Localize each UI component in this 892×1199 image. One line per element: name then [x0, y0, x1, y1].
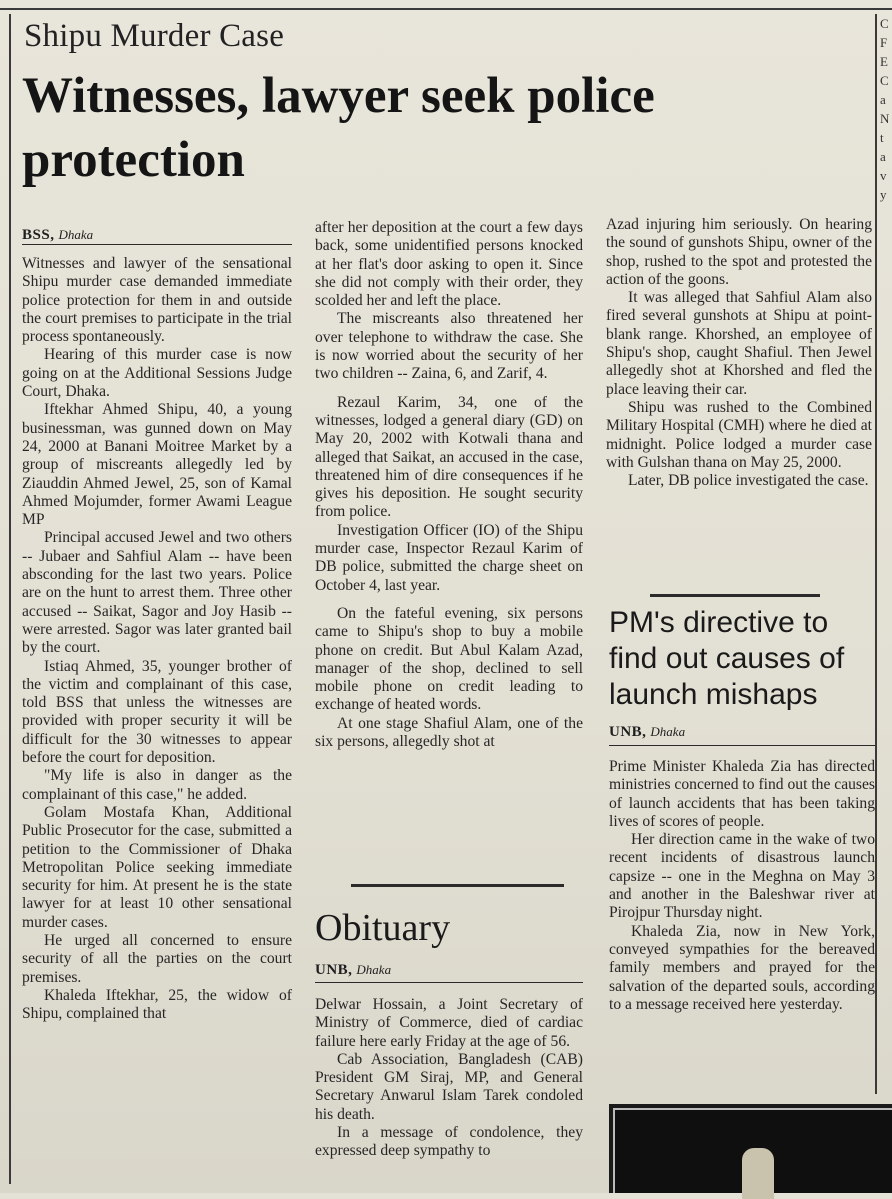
pm-story-byline	[609, 724, 685, 741]
adjacent-column-edge	[880, 14, 892, 334]
pm-story-column	[609, 758, 875, 1014]
paragraph: Khaleda Iftekhar, 25, the widow of Shipu, complained that	[22, 986, 292, 1023]
paragraph: Golam Mostafa Khan, Additional Public Prosecutor for the case, submitted a petition to the Commissioner of Dhaka Metropolitan Police seeking immediate security for him. At present he is the state lawyer for at least 10 other sensational murder cases.	[22, 803, 292, 931]
main-story-column-1	[22, 255, 292, 1023]
byline-place: Dhaka	[58, 227, 94, 242]
advertisement-box	[609, 1104, 892, 1193]
section-separator	[351, 884, 564, 887]
main-story-column-3	[606, 216, 872, 490]
paragraph: Investigation Officer (IO) of the Shipu murder case, Inspector Rezaul Karim of DB police, submitted the charge sheet on October 4, last year.	[315, 521, 583, 594]
paragraph: It was alleged that Sahfiul Alam also fired several gunshots at Shipu at point-blank range. Khorshed, an employee of Shipu's shop, caught Shafiul. Then Jewel allegedly shot at Khorshed and fled the place leaving their car.	[606, 289, 872, 398]
byline-rule	[22, 244, 292, 245]
paragraph: "My life is also in danger as the complainant of this case," he added.	[22, 767, 292, 803]
pm-directive-headline: PM's directive to find out causes of launch mishaps	[609, 606, 845, 711]
paragraph: Delwar Hossain, a Joint Secretary of Ministry of Commerce, died of cardiac failure here early Friday at the age of 56.	[315, 996, 583, 1050]
edge-letter: a	[880, 149, 886, 164]
edge-letter: t	[880, 130, 884, 145]
edge-letter: N	[880, 111, 890, 126]
story-kicker: Shipu Murder Case	[24, 18, 285, 54]
paragraph: Khaleda Zia, now in New York, conveyed sympathies for the bereaved family members and prayed for the salvation of the departed souls, according to a message received here yesterday.	[609, 922, 875, 1013]
lamp-icon	[742, 1148, 774, 1199]
edge-letter: C	[880, 16, 889, 31]
edge-letter: E	[880, 54, 888, 69]
paragraph: Rezaul Karim, 34, one of the witnesses, lodged a general diary (GD) on May 20, 2002 with Kotwali thana and alleged that Saikat, an accused in the case, threatened him of dire consequences if he gives his deposition. He sought security from police.	[315, 393, 583, 521]
paragraph: On the fateful evening, six persons came to Shipu's shop to buy a mobile phone on credit. But Abul Kalam Azad, manager of the shop, declined to sell mobile phone on credit leading to exchange of heated words.	[315, 604, 583, 714]
byline-place: Dhaka	[650, 724, 686, 739]
paragraph: Prime Minister Khaleda Zia has directed ministries concerned to find out the causes of launch accidents that has been taking lives of scores of people.	[609, 758, 875, 830]
right-column-rule	[875, 14, 877, 1094]
paragraph: Witnesses and lawyer of the sensational Shipu murder case demanded immediate police protection for them in and outside the court premises to participate in the trial process spontaneously.	[22, 255, 292, 346]
edge-letter: v	[880, 168, 887, 183]
paragraph: At one stage Shafiul Alam, one of the six persons, allegedly shot at	[315, 714, 583, 751]
edge-letter: a	[880, 92, 886, 107]
top-rule	[0, 8, 892, 10]
paragraph: Istiaq Ahmed, 35, younger brother of the victim and complainant of this case, told BSS that unless the witnesses are provided with proper security it will be difficult for the 30 witnesses to appear before the court for deposition.	[22, 657, 292, 767]
paragraph: He urged all concerned to ensure security of all the parties on the court premises.	[22, 931, 292, 986]
paragraph: Hearing of this murder case is now going on at the Additional Sessions Judge Court, Dhaka.	[22, 346, 292, 401]
section-separator	[650, 594, 820, 597]
left-column-rule	[9, 14, 11, 1184]
paragraph: Shipu was rushed to the Combined Military Hospital (CMH) where he died at midnight. Police lodged a murder case with Gulshan thana on May 25, 2000.	[606, 398, 872, 471]
edge-letter: C	[880, 73, 889, 88]
paragraph: Later, DB police investigated the case.	[628, 472, 869, 490]
ad-frame	[613, 1108, 892, 1193]
byline-rule	[315, 982, 583, 983]
paragraph: Principal accused Jewel and two others -- Jubaer and Sahfiul Alam -- have been absconding for the last two years. Police are on the hunt to arrest them. Three other accused -- Saikat, Sagor and Joy Hasib -- were arrested. Sagor was later granted bail by the court.	[22, 529, 292, 657]
byline-agency: UNB,	[609, 724, 647, 740]
obituary-headline: Obituary	[315, 907, 451, 949]
obituary-column	[315, 996, 583, 1161]
paragraph: after her deposition at the court a few days back, some unidentified persons knocked at her flat's door asking to open it. Since she did not comply with their order, they scolded her and left the place.	[315, 219, 583, 310]
byline-agency: UNB,	[315, 962, 353, 978]
paragraph: Iftekhar Ahmed Shipu, 40, a young businessman, was gunned down on May 24, 2000 at Banani Moitree Market by a group of miscreants allegedly led by Ziauddin Ahmed Jewel, 25, son of Kamal Ahmed Mojumder, former Awami League MP	[22, 401, 292, 529]
byline-agency: BSS,	[22, 227, 55, 243]
paragraph: Cab Association, Bangladesh (CAB) President GM Siraj, MP, and General Secretary Anwarul Islam Tarek condoled his death.	[315, 1050, 583, 1123]
main-headline: Witnesses, lawyer seek police protection	[22, 68, 655, 188]
paragraph: Azad injuring him seriously. On hearing the sound of gunshots Shipu, owner of the shop, rushed to the spot and protested the action of the goons.	[606, 216, 872, 288]
paragraph: In a message of condolence, they expressed deep sympathy to	[315, 1124, 583, 1160]
paragraph: Her direction came in the wake of two recent incidents of disastrous launch capsize -- one in the Meghna on May 3 and another in the Baleshwar river at Pirojpur Thursday night.	[609, 831, 875, 922]
paragraph: The miscreants also threatened her over telephone to withdraw the case. She is now worried about the security of her two children -- Zaina, 6, and Zarif, 4.	[315, 310, 583, 383]
main-byline	[22, 227, 93, 244]
edge-letter: F	[880, 35, 888, 50]
main-story-column-2	[315, 219, 583, 751]
byline-place: Dhaka	[356, 962, 392, 977]
byline-rule	[609, 745, 875, 746]
edge-letter: y	[880, 187, 887, 202]
obituary-byline	[315, 962, 391, 979]
